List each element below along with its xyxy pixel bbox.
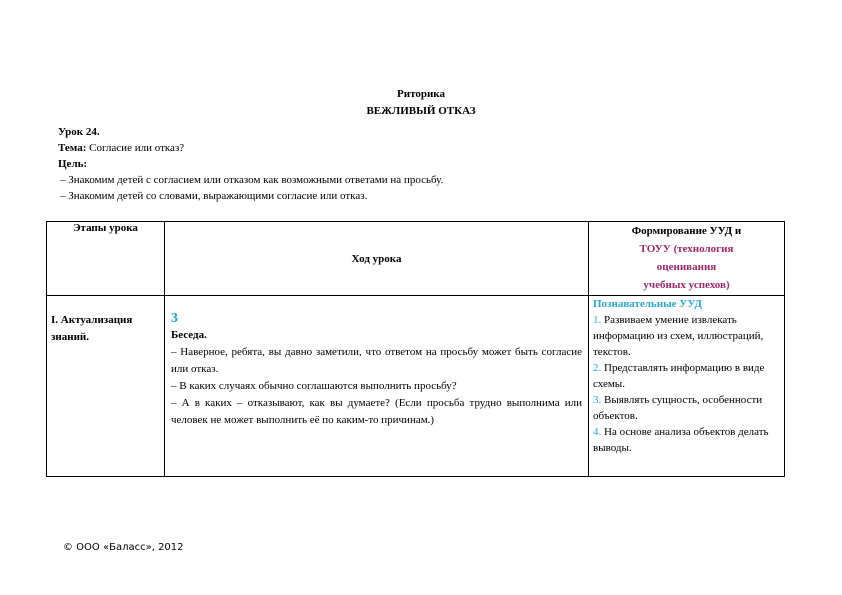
lesson-table xyxy=(46,221,785,477)
course-line: – В каких случаях обычно соглашаются выполнить просьбу? xyxy=(171,380,457,392)
goal-label: Цель: xyxy=(58,158,88,170)
topic-label: Тема: xyxy=(58,142,87,154)
course-cell xyxy=(165,296,589,477)
uud-item-text: Выявлять сущность, особенности объектов. xyxy=(593,394,763,422)
header-uud-line: Формирование УУД и xyxy=(631,225,742,237)
table-header-row xyxy=(47,222,785,296)
stage-cell: I. Актуализация знаний. xyxy=(47,296,165,477)
uud-heading: Познавательные УУД xyxy=(593,298,702,310)
goal-item: – Знакомим детей с согласием или отказом как возможными ответами на просьбу. xyxy=(60,174,444,186)
header-stage: Этапы урока xyxy=(47,222,165,296)
course-title: Беседа. xyxy=(171,329,207,341)
uud-item-text: На основе анализа объектов делать выводы. xyxy=(593,426,769,454)
uud-item-number: 3. xyxy=(593,394,602,406)
topic-line xyxy=(58,140,818,156)
uud-item-number: 1. xyxy=(593,314,602,326)
subject-heading: Риторика xyxy=(397,88,445,100)
topic-value: Согласие или отказ? xyxy=(89,142,185,154)
header-uud xyxy=(589,222,785,296)
header-uud-line: ТОУУ (технология xyxy=(639,243,734,255)
uud-item-text: Представлять информацию в виде схемы. xyxy=(593,362,765,390)
uud-item-number: 4. xyxy=(593,426,602,438)
copyright-footer: © ООО «Баласс», 2012 xyxy=(63,542,184,553)
header-uud-line: учебных успехов) xyxy=(643,279,730,291)
goal-item: – Знакомим детей со словами, выражающими согласие или отказ. xyxy=(60,190,368,202)
header-course: Ход урока xyxy=(165,222,589,296)
lesson-title: ВЕЖЛИВЫЙ ОТКАЗ xyxy=(366,105,476,117)
course-line: – Наверное, ребята, вы давно заметили, что ответом на просьбу может быть согласие или отказ. xyxy=(171,346,582,375)
header-uud-line: оценивания xyxy=(656,261,717,273)
course-line: – А в каких – отказывают, как вы думаете? (Если просьба трудно выполнима или человек не может выполнить её по каким-то причинам.) xyxy=(171,397,582,426)
uud-item xyxy=(593,312,780,360)
uud-item-number: 2. xyxy=(593,362,602,374)
lesson-number: Урок 24. xyxy=(58,126,100,138)
uud-item xyxy=(593,360,780,392)
lesson-meta xyxy=(58,124,818,204)
table-row xyxy=(47,296,785,477)
uud-cell xyxy=(589,296,785,477)
uud-item xyxy=(593,392,780,424)
uud-item-text: Развиваем умение извлекать информацию из схем, иллюстраций, текстов. xyxy=(593,314,764,358)
step-number: 3 xyxy=(171,311,178,326)
uud-item xyxy=(593,424,780,456)
